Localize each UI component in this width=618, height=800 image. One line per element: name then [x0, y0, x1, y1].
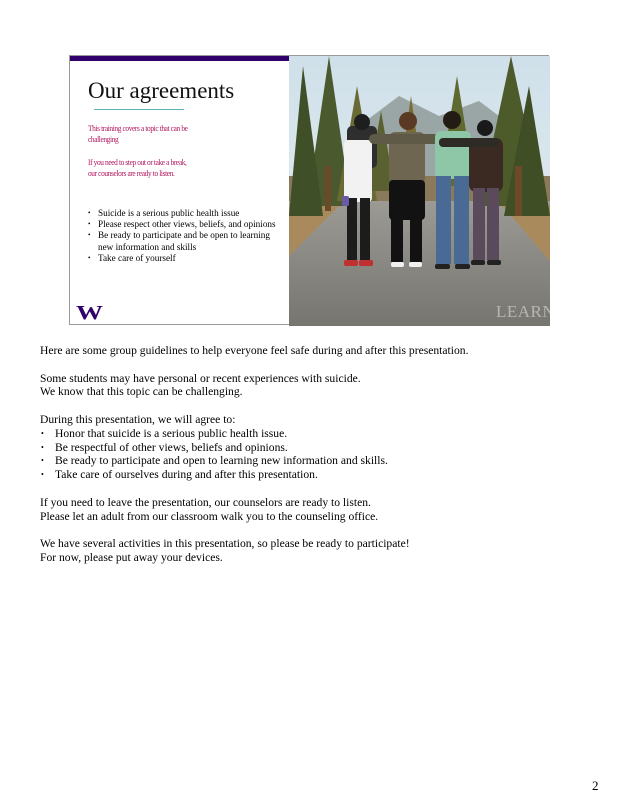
- slide-bullet: • Be ready to participate and be open to learning new information and skills: [88, 230, 270, 252]
- page-number: 2: [592, 778, 599, 793]
- slide-accent-bar: [70, 56, 289, 61]
- slide-title: Our agreements: [88, 78, 235, 103]
- slide-bullet: • Take care of yourself: [88, 252, 176, 263]
- notes-agreement-item: • Be respectful of other views, beliefs and opinions.: [41, 440, 288, 454]
- break-notice: If you need to step out or take a break, our counselors are ready to listen.: [88, 158, 187, 178]
- learn-watermark: LEARN: [496, 302, 556, 321]
- group-embrace-photo: [289, 56, 550, 326]
- notes-experience-line: Some students may have personal or recent experiences with suicide.: [40, 371, 361, 385]
- slide-text-panel: [70, 56, 289, 324]
- notes-intro: Here are some group guidelines to help everyone feel safe during and after this presentation.: [40, 344, 469, 357]
- notes-agreement-list: [40, 427, 580, 482]
- notes-agree-lead: During this presentation, we will agree to:: [40, 412, 236, 426]
- notes-agreement-item: • Take care of ourselves during and after this presentation.: [41, 468, 318, 482]
- speaker-notes: [40, 344, 580, 579]
- slide-bullet: • Please respect other views, beliefs, and opinions: [88, 219, 276, 230]
- title-underline: [94, 109, 184, 110]
- notes-leave-line: Please let an adult from our classroom walk you to the counseling office.: [40, 509, 379, 523]
- challenge-notice: This training covers a topic that can be challenging: [88, 124, 188, 144]
- slide-bullet-list: [88, 208, 284, 264]
- notes-activities-line: For now, please put away your devices.: [40, 550, 223, 564]
- notes-agreement-item: • Be ready to participate and open to learning new information and skills.: [41, 454, 388, 468]
- notes-experience: [40, 372, 580, 400]
- notes-experience-line: We know that this topic can be challenging.: [40, 385, 243, 399]
- uw-w-logo: W: [76, 302, 103, 324]
- notes-leave-line: If you need to leave the presentation, our counselors are ready to listen.: [40, 495, 371, 509]
- slide-thumbnail: [69, 55, 556, 325]
- notes-leave: [40, 496, 580, 524]
- notes-activities: [40, 537, 580, 565]
- notes-activities-line: We have several activities in this presentation, so please be ready to participate!: [40, 537, 410, 551]
- notes-agreement-item: • Honor that suicide is a serious public health issue.: [41, 426, 288, 440]
- slide-bullet: • Suicide is a serious public health issue: [88, 208, 240, 218]
